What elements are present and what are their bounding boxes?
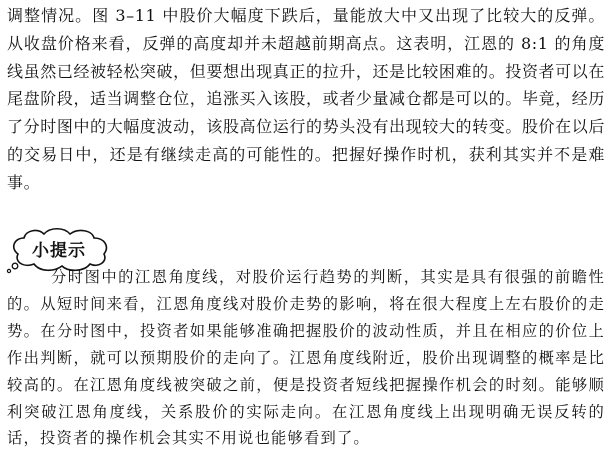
body-paragraph-2: 分时图中的江恩角度线，对股价运行趋势的判断，其实是具有很强的前瞻性的。从短时间来看，江恩角度线对股价走势的影响，将在很大程度上左右股价的走势。在分时图中，投资者如果能够准确把握股价的波动性质，并且在相应的价位上作出判断，就可以预期股价的走向了。江恩角度线附近，股价出现调整的概率是比较高的。在江恩角度线被突破之前，便是投资者短线把握操作机会的时刻。能够顺利突破江恩角度线，关系股价的实际走向。在江恩角度线上出现明确无误反转的话，投资者的操作机会其实不用说也能够看到了。 [7, 268, 605, 448]
tip-label: 小提示 [32, 241, 86, 261]
body-paragraph-1: 调整情况。图 3–11 中股价大幅度下跌后，量能放大中又出现了比较大的反弹。从收盘价格来看，反弹的高度却并未超越前期高点。这表明，江恩的 8:1 的角度线虽然已经被轻松突破，但要想出现真正的拉升，还是比较困难的。投资者可以在尾盘阶段，适当调整仓位，追涨买入该股，或者少量减仓都是可以的。毕竟，经历了分时图中的大幅度波动，该股高位运行的势头没有出现较大的转变。股价在以后的交易日中，还是有继续走高的可能性的。把握好操作时机，获利其实并不是难事。 [7, 6, 605, 192]
